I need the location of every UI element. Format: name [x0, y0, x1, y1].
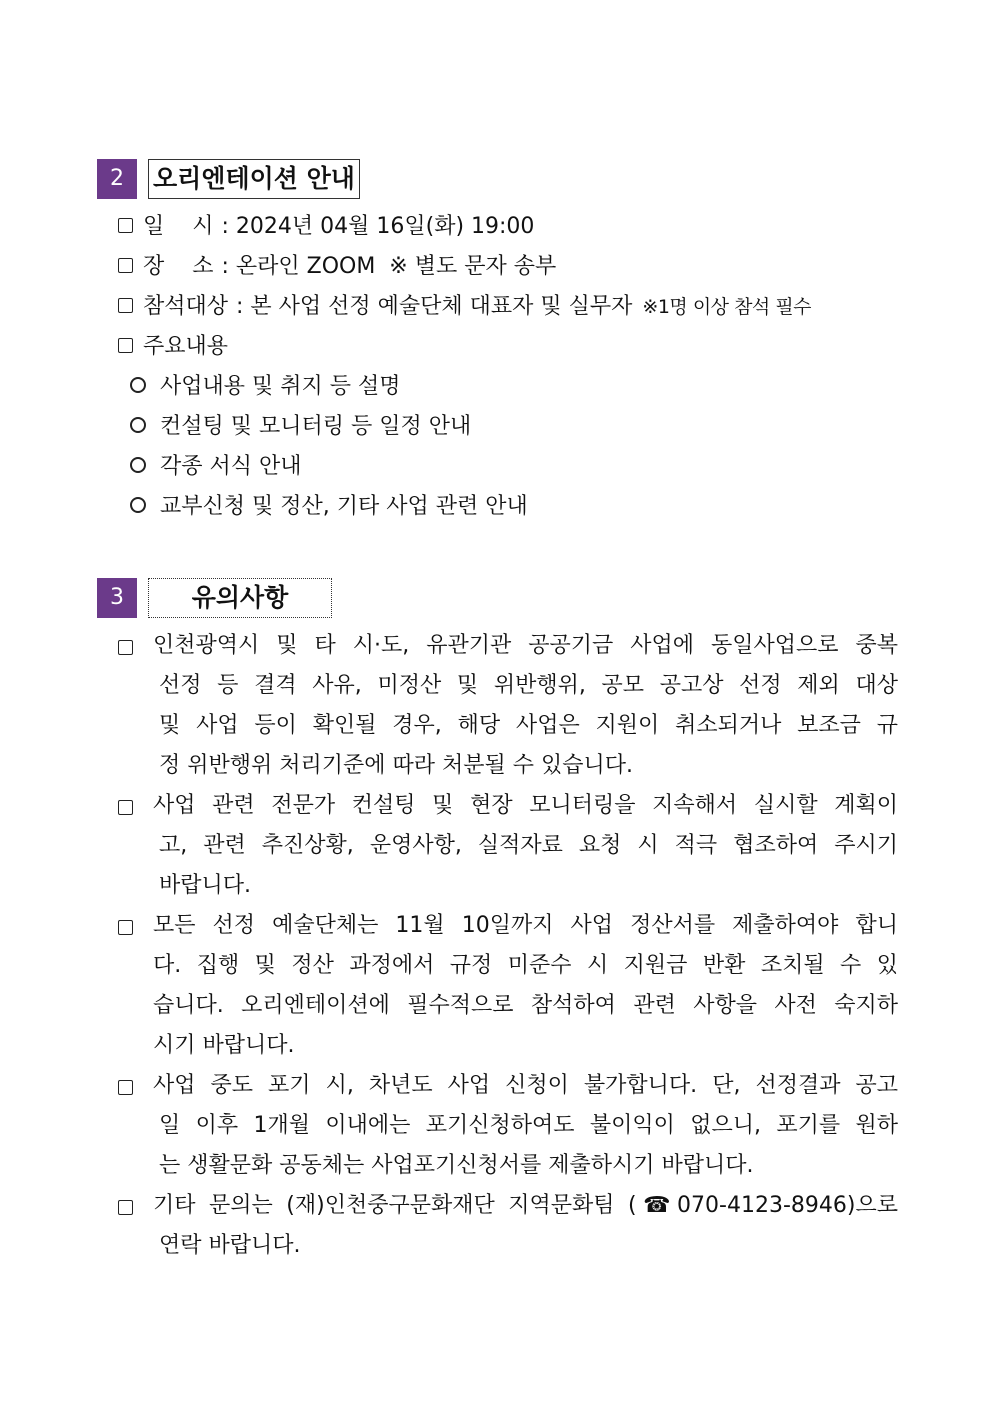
- attendee-row: [118, 292, 811, 322]
- checkbox-icon: [118, 640, 133, 655]
- schedule-row: [118, 212, 534, 242]
- content-row: [118, 332, 228, 362]
- content-item: 교부신청 및 정산, 기타 사업 관련 안내: [130, 492, 528, 522]
- notice-item: 사업 중도 포기 시, 차년도 사업 신청이 불가합니다. 단, 선정결과 공고 일 이후 1개월 이내에는 포기신청하여도 불이익이 없으니, 포기를 원하 는 생활문화 공동체는 사업포기신청서를 제출하시기 바랍니다.: [118, 1071, 898, 1191]
- schedule-value: : 2024년 04월 16일(화) 19:00: [221, 214, 535, 239]
- notice-item: 사업 관련 전문가 컨설팅 및 현장 모니터링을 지속해서 실시할 계획이 고, 관련 추진상황, 운영사항, 실적자료 요청 시 적극 협조하여 주시기 바랍니다.: [118, 791, 898, 911]
- circle-bullet-icon: [130, 417, 146, 433]
- checkbox-icon: [118, 298, 133, 313]
- attendee-note: ※1명 이상 참석 필수: [642, 296, 812, 318]
- content-item: 컨설팅 및 모니터링 등 일정 안내: [130, 412, 471, 442]
- schedule-label: 일 시: [143, 214, 214, 239]
- checkbox-icon: [118, 1200, 133, 1215]
- place-label: 장 소: [143, 254, 214, 279]
- notice-item: 기타 문의는 (재)인천중구문화재단 지역문화팀 (☎070-4123-8946)으로 연락 바랍니다.: [118, 1191, 898, 1271]
- place-value: : 온라인 ZOOM ※ 별도 문자 송부: [221, 254, 557, 279]
- notice-item: 인천광역시 및 타 시·도, 유관기관 공공기금 사업에 동일사업으로 중복 선정 등 결격 사유, 미정산 및 위반행위, 공모 공고상 선정 제외 대상 및 사업 등이 확인될 경우, 해당 사업은 지원이 취소되거나 보조금 규 정 위반행위 처리기준에 따라 처분될 수 있습니다.: [118, 631, 898, 791]
- section-title: 오리엔테이션 안내: [148, 159, 360, 199]
- circle-bullet-icon: [130, 377, 146, 393]
- checkbox-icon: [118, 920, 133, 935]
- section-title: 유의사항: [148, 578, 332, 618]
- checkbox-icon: [118, 338, 133, 353]
- checkbox-icon: [118, 258, 133, 273]
- content-item: 각종 서식 안내: [130, 452, 302, 482]
- content-item: 사업내용 및 취지 등 설명: [130, 372, 401, 402]
- notice-item: 모든 선정 예술단체는 11월 10일까지 사업 정산서를 제출하여야 합니 다. 집행 및 정산 과정에서 규정 미준수 시 지원금 반환 조치될 수 있 습니다. 오리엔테이션에 필수적으로 참석하여 관련 사항을 사전 숙지하 시기 바랍니다.: [118, 911, 898, 1071]
- checkbox-icon: [118, 1080, 133, 1095]
- section-number-badge: 2: [97, 159, 137, 199]
- section-number-badge: 3: [97, 578, 137, 618]
- place-row: [118, 252, 556, 282]
- checkbox-icon: [118, 218, 133, 233]
- checkbox-icon: [118, 800, 133, 815]
- content-label: 주요내용: [143, 334, 229, 359]
- circle-bullet-icon: [130, 497, 146, 513]
- attendee-value: : 본 사업 선정 예술단체 대표자 및 실무자: [236, 294, 633, 319]
- attendee-label: 참석대상: [143, 294, 229, 319]
- circle-bullet-icon: [130, 457, 146, 473]
